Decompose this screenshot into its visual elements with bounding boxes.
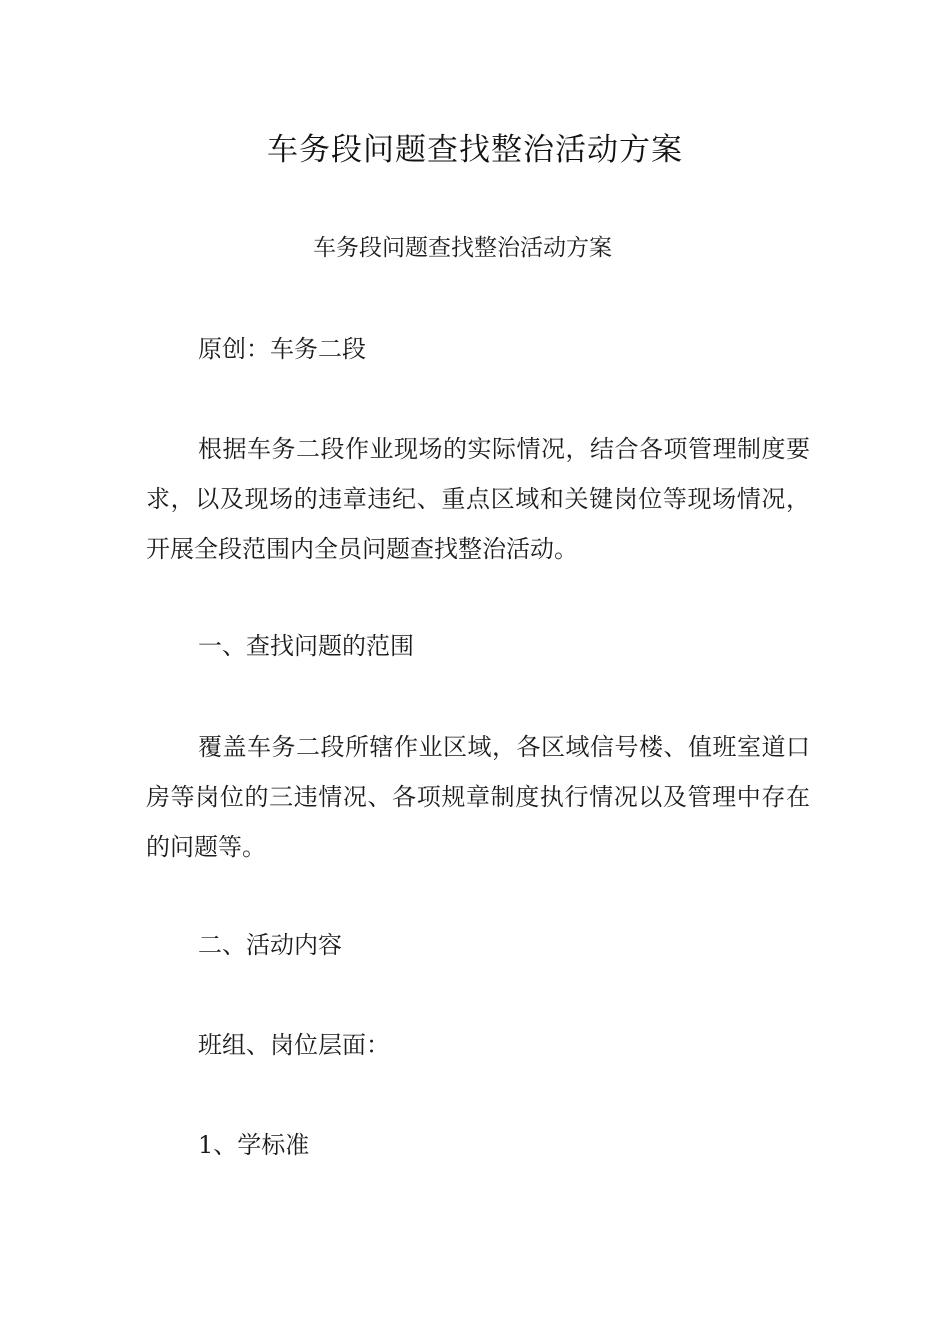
section-1-heading: 一、查找问题的范围 [198,632,414,660]
list-item-1: 1、学标准 [198,1131,310,1159]
document-title: 车务段问题查找整治活动方案 [267,132,683,168]
document-subtitle: 车务段问题查找整治活动方案 [313,235,612,261]
author-line: 原创：车务二段 [198,335,366,363]
section-2-heading: 二、活动内容 [198,931,342,959]
level-heading: 班组、岗位层面： [198,1031,390,1059]
intro-paragraph: 根据车务二段作业现场的实际情况，结合各项管理制度要求，以及现场的违章违纪、重点区域和关键岗位等现场情况，开展全段范围内全员问题查找整治活动。 [146,435,810,563]
section-1-body: 覆盖车务二段所辖作业区域，各区域信号楼、值班室道口房等岗位的三违情况、各项规章制度执行情况以及管理中存在的问题等。 [146,733,810,861]
